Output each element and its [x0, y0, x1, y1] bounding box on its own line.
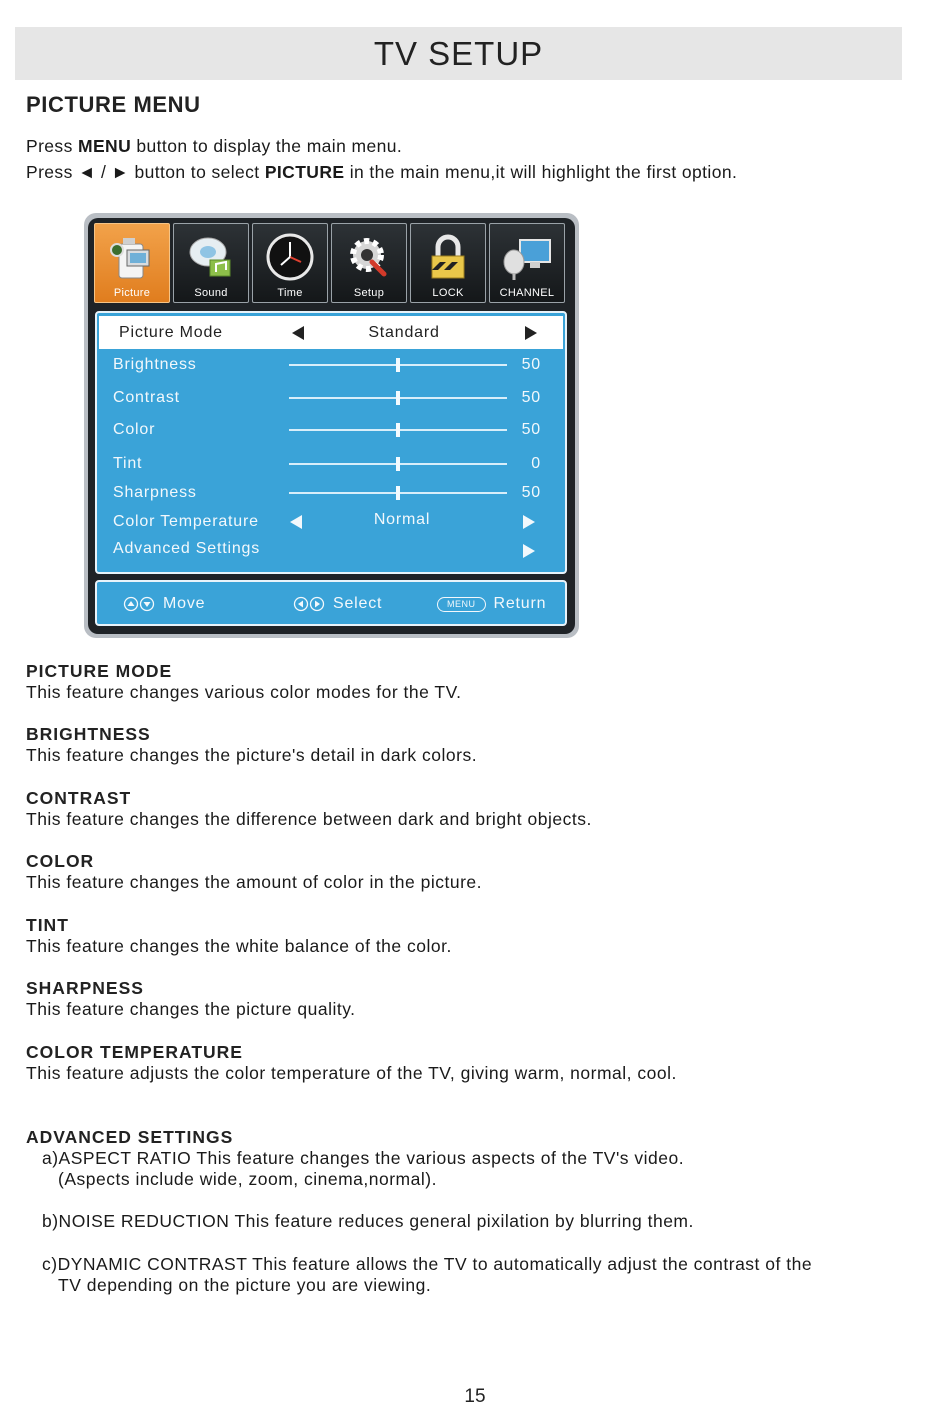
- page-number: 15: [464, 1386, 486, 1407]
- brightness-value: 50: [521, 356, 541, 373]
- hint-return-label: Return: [493, 595, 547, 612]
- desc-heading: COLOR TEMPERATURE: [26, 1042, 243, 1062]
- hint-move-label: Move: [163, 595, 206, 612]
- contrast-value: 50: [521, 389, 541, 406]
- picture-mode-value: Standard: [368, 324, 440, 341]
- intro-line-1-a: Press: [26, 136, 78, 156]
- contrast-slider-thumb[interactable]: [396, 391, 400, 405]
- hint-select-label: Select: [333, 595, 383, 612]
- desc-heading: BRIGHTNESS: [26, 724, 151, 744]
- arrow-right-icon[interactable]: [523, 515, 535, 529]
- advanced-item-text: a)ASPECT RATIO This feature changes the various aspects of the TV's video.: [42, 1148, 685, 1168]
- advanced-item-aspect-ratio: [42, 1148, 912, 1190]
- advanced-settings-row[interactable]: [97, 534, 565, 564]
- contrast-slider[interactable]: [289, 397, 507, 399]
- osd-footer: [95, 580, 567, 626]
- desc-heading: SHARPNESS: [26, 978, 144, 998]
- intro-line-1-key: MENU: [78, 136, 132, 156]
- advanced-item-text: c)DYNAMIC CONTRAST This feature allows the TV to automatically adjust the contrast of the: [42, 1254, 813, 1274]
- page-title: TV SETUP: [373, 34, 544, 72]
- advanced-item-noise-reduction: [42, 1211, 912, 1232]
- desc-heading: PICTURE MODE: [26, 661, 173, 681]
- color-temperature-row[interactable]: [97, 507, 565, 537]
- tint-value: 0: [531, 455, 541, 472]
- desc-text: This feature changes various color modes for the TV.: [26, 682, 462, 702]
- brightness-slider[interactable]: [289, 364, 507, 366]
- intro-line-2: [26, 161, 737, 187]
- desc-heading: TINT: [26, 915, 69, 935]
- arrow-right-icon[interactable]: [523, 544, 535, 558]
- desc-heading: COLOR: [26, 851, 95, 871]
- desc-heading: CONTRAST: [26, 788, 132, 808]
- advanced-item-dynamic-contrast: [42, 1254, 912, 1296]
- left-right-icon: [293, 596, 325, 612]
- menu-key-icon: MENU: [437, 597, 486, 612]
- sharpness-slider[interactable]: [289, 492, 507, 494]
- tab-time-label: Time: [277, 287, 303, 299]
- padlock-icon: [421, 230, 475, 284]
- contrast-label: Contrast: [113, 389, 180, 406]
- desc-advanced-settings: [26, 1127, 233, 1148]
- brightness-row[interactable]: [97, 350, 565, 380]
- osd-tabs: [94, 223, 565, 303]
- brightness-label: Brightness: [113, 356, 197, 373]
- color-row[interactable]: [97, 415, 565, 445]
- tab-channel-label: CHANNEL: [499, 287, 555, 299]
- arrow-right-icon[interactable]: [525, 326, 537, 340]
- contrast-row[interactable]: [97, 383, 565, 413]
- sharpness-value: 50: [521, 484, 541, 501]
- tab-sound[interactable]: [173, 223, 249, 303]
- desc-color-temperature: [26, 1042, 706, 1084]
- desc-tint: [26, 915, 726, 957]
- up-down-icon: [123, 596, 155, 612]
- camcorder-icon: [105, 230, 159, 284]
- tab-picture[interactable]: [94, 223, 170, 303]
- gear-wrench-icon: [342, 230, 396, 284]
- tab-sound-label: Sound: [194, 287, 228, 299]
- brightness-slider-thumb[interactable]: [396, 358, 400, 372]
- color-label: Color: [113, 421, 156, 438]
- intro-text: [26, 135, 737, 187]
- desc-text: This feature changes the difference between dark and bright objects.: [26, 809, 592, 829]
- speaker-cd-icon: [184, 230, 238, 284]
- sharpness-slider-thumb[interactable]: [396, 486, 400, 500]
- color-value: 50: [521, 421, 541, 438]
- tab-channel[interactable]: [489, 223, 565, 303]
- header-banner: [15, 27, 902, 80]
- tab-setup[interactable]: [331, 223, 407, 303]
- intro-line-1-c: button to display the main menu.: [131, 136, 403, 156]
- tab-time[interactable]: [252, 223, 328, 303]
- tab-setup-label: Setup: [353, 287, 385, 299]
- desc-color: [26, 851, 726, 893]
- hint-return: [437, 595, 546, 613]
- hint-select: [293, 595, 382, 613]
- intro-line-1: [26, 135, 737, 161]
- picture-mode-row[interactable]: [99, 316, 563, 349]
- desc-brightness: [26, 724, 726, 766]
- color-slider[interactable]: [289, 429, 507, 431]
- hint-move: [123, 595, 205, 613]
- color-temperature-label: Color Temperature: [113, 513, 259, 530]
- advanced-settings-label: Advanced Settings: [113, 540, 261, 557]
- desc-text: This feature changes the picture's detail in dark colors.: [26, 745, 478, 765]
- osd-menu: [88, 218, 575, 634]
- satellite-monitor-icon: [500, 230, 554, 284]
- tab-lock-label: LOCK: [432, 287, 464, 299]
- picture-settings-panel: [95, 311, 567, 574]
- tint-row[interactable]: [97, 449, 565, 479]
- picture-mode-label: Picture Mode: [119, 324, 223, 341]
- desc-picture-mode: [26, 661, 726, 703]
- advanced-item-text: b)NOISE REDUCTION This feature reduces general pixilation by blurring them.: [42, 1211, 694, 1231]
- tab-picture-label: Picture: [113, 287, 151, 299]
- intro-line-2-key: PICTURE: [264, 162, 345, 182]
- desc-text: This feature changes the amount of color in the picture.: [26, 872, 483, 892]
- desc-sharpness: [26, 978, 726, 1020]
- tint-slider[interactable]: [289, 463, 507, 465]
- desc-text: This feature adjusts the color temperature of the TV, giving warm, normal, cool.: [26, 1063, 677, 1083]
- tab-lock[interactable]: [410, 223, 486, 303]
- desc-heading: ADVANCED SETTINGS: [26, 1127, 234, 1147]
- sharpness-row[interactable]: [97, 478, 565, 508]
- sharpness-label: Sharpness: [113, 484, 197, 501]
- desc-text: This feature changes the white balance of the color.: [26, 936, 452, 956]
- advanced-item-cont: TV depending on the picture you are viewing.: [58, 1275, 432, 1295]
- section-title: PICTURE MENU: [26, 92, 201, 117]
- advanced-item-cont: (Aspects include wide, zoom, cinema,normal).: [58, 1169, 437, 1189]
- tint-slider-thumb[interactable]: [396, 457, 400, 471]
- desc-text: This feature changes the picture quality.: [26, 999, 356, 1019]
- color-slider-thumb[interactable]: [396, 423, 400, 437]
- desc-contrast: [26, 788, 726, 830]
- intro-line-2-a: Press ◄ / ► button to select: [26, 162, 265, 182]
- color-temperature-value: Normal: [373, 511, 431, 528]
- clock-icon: [263, 230, 317, 284]
- intro-line-2-c: in the main menu,it will highlight the first option.: [344, 162, 738, 182]
- tint-label: Tint: [113, 455, 143, 472]
